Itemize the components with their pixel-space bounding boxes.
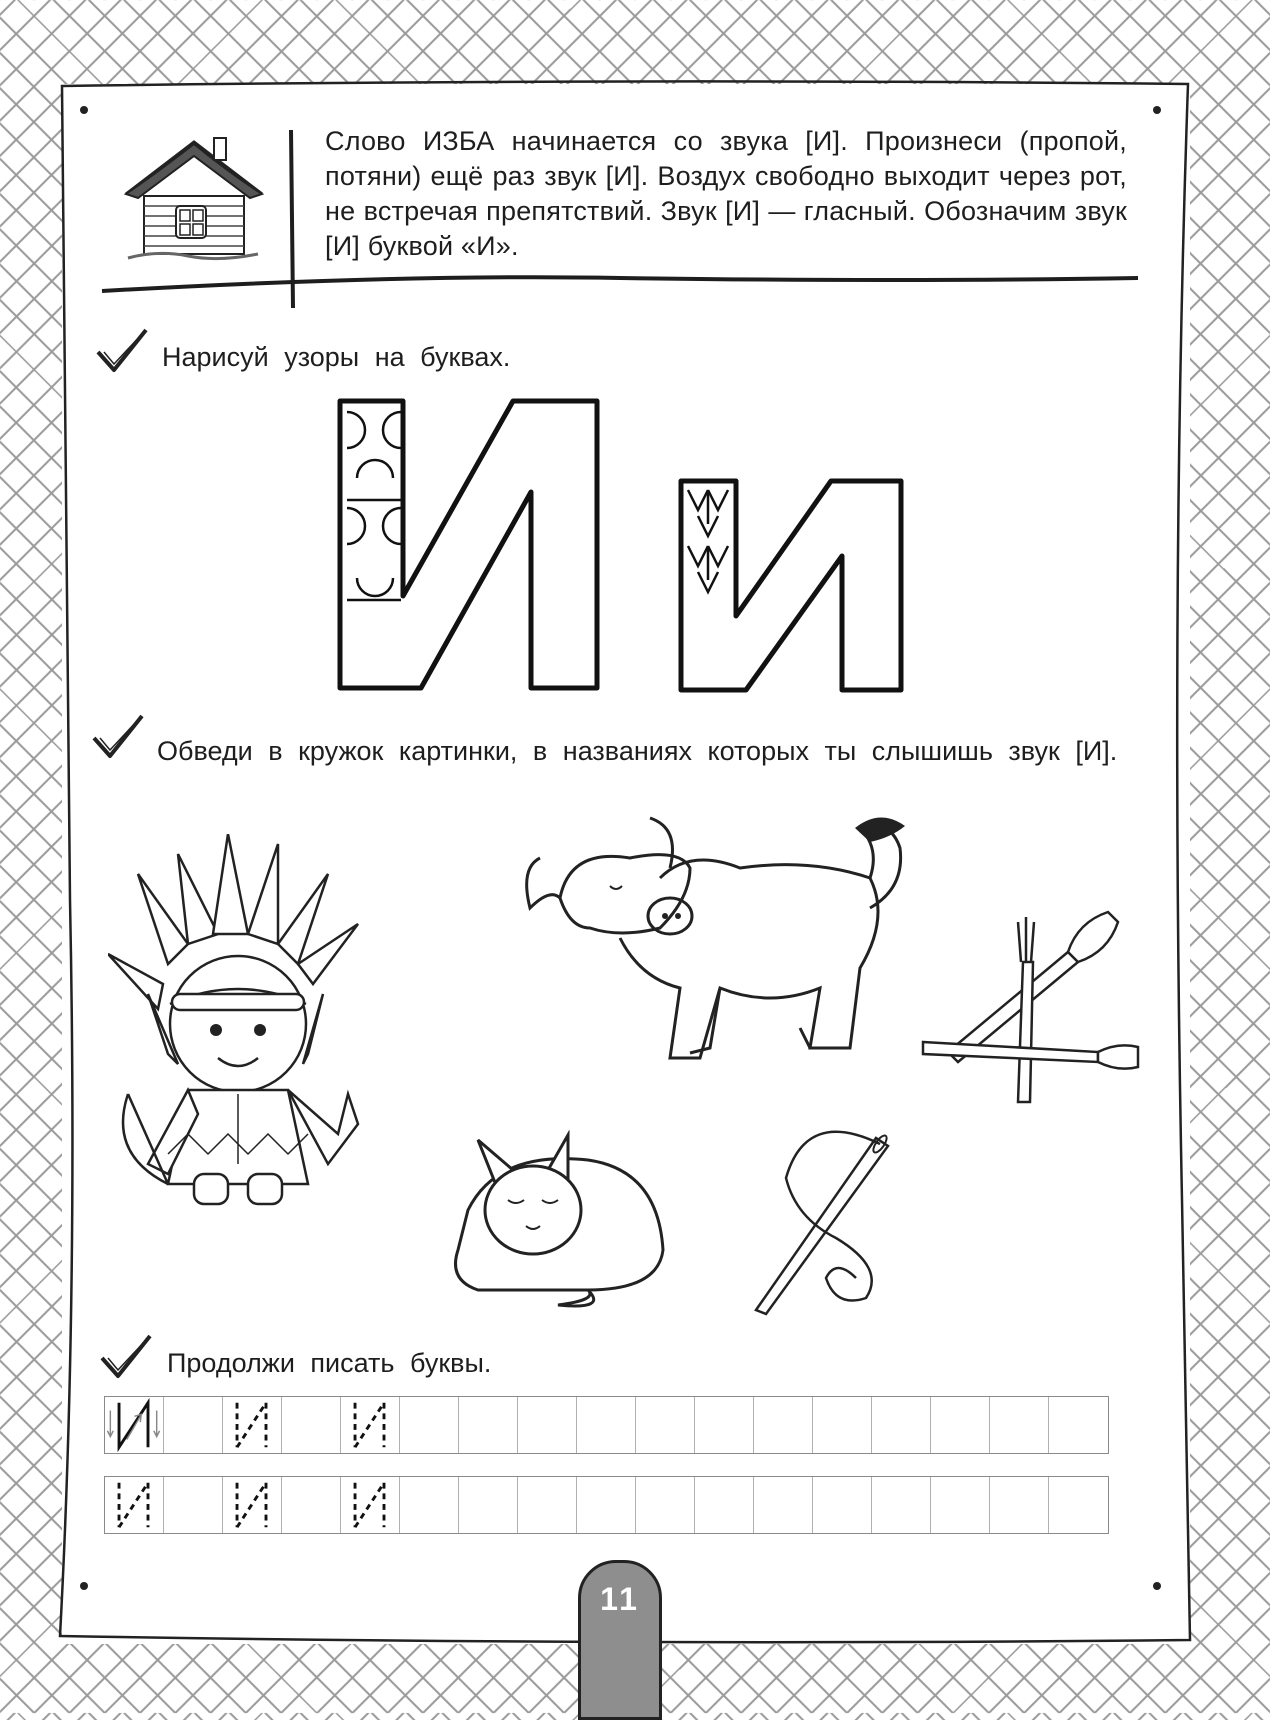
pin-bottom-right bbox=[1153, 1582, 1161, 1590]
writing-cell-empty[interactable] bbox=[282, 1397, 341, 1453]
writing-cell-empty[interactable] bbox=[872, 1477, 931, 1533]
checkmark-icon bbox=[100, 1334, 152, 1380]
letter-sample-with-arrows bbox=[105, 1397, 163, 1453]
writing-cell-empty[interactable] bbox=[518, 1477, 577, 1533]
writing-cell-empty[interactable] bbox=[282, 1477, 341, 1533]
writing-cell-empty[interactable] bbox=[931, 1477, 990, 1533]
task-circle-pictures: Обведи в кружок картинки, в названиях которых ты слышишь звук [И]. bbox=[157, 736, 1118, 766]
writing-cell-empty[interactable] bbox=[518, 1397, 577, 1453]
writing-cell-empty[interactable] bbox=[577, 1477, 636, 1533]
writing-cell-empty[interactable] bbox=[459, 1477, 518, 1533]
writing-cell-empty[interactable] bbox=[695, 1397, 754, 1453]
writing-cell-empty[interactable] bbox=[754, 1397, 813, 1453]
writing-cell-empty[interactable] bbox=[1049, 1477, 1108, 1533]
page-number: 11 bbox=[600, 1581, 640, 1617]
writing-cell-dotted-letter[interactable] bbox=[223, 1397, 282, 1453]
bull-picture[interactable] bbox=[510, 808, 930, 1098]
pin-top-right bbox=[1153, 106, 1161, 114]
writing-cell-empty[interactable] bbox=[813, 1477, 872, 1533]
checkmark-icon bbox=[96, 328, 148, 374]
writing-row-1 bbox=[104, 1396, 1109, 1454]
forks-picture[interactable] bbox=[918, 902, 1148, 1132]
writing-cell-dotted-letter[interactable] bbox=[341, 1397, 400, 1453]
writing-cell-empty[interactable] bbox=[164, 1397, 223, 1453]
writing-cell-empty[interactable] bbox=[636, 1477, 695, 1533]
cat-picture[interactable] bbox=[438, 1130, 668, 1310]
task-draw-patterns: Нарисуй узоры на буквах. bbox=[162, 342, 511, 372]
writing-cell-empty[interactable] bbox=[636, 1397, 695, 1453]
writing-cell-dotted-letter[interactable] bbox=[105, 1477, 164, 1533]
writing-cell-empty[interactable] bbox=[1049, 1397, 1108, 1453]
writing-cell-empty[interactable] bbox=[400, 1397, 459, 1453]
writing-cell-empty[interactable] bbox=[990, 1477, 1049, 1533]
letter-lower-i-outline[interactable] bbox=[676, 476, 908, 696]
writing-cell-empty[interactable] bbox=[164, 1477, 223, 1533]
writing-cell-dotted-letter[interactable] bbox=[341, 1477, 400, 1533]
pin-top-left bbox=[80, 106, 88, 114]
checkmark-icon bbox=[92, 714, 144, 760]
writing-cell-sample bbox=[105, 1397, 164, 1453]
letter-upper-i-outline[interactable] bbox=[335, 396, 605, 694]
writing-cell-empty[interactable] bbox=[459, 1397, 518, 1453]
writing-cell-empty[interactable] bbox=[695, 1477, 754, 1533]
indian-boy-picture[interactable] bbox=[108, 834, 388, 1216]
needle-thread-picture[interactable] bbox=[746, 1118, 926, 1318]
writing-row-2 bbox=[104, 1476, 1109, 1534]
intro-paragraph: Слово ИЗБА начинается со звука [И]. Произнеси (пропой, потяни) ещё раз звук [И]. Воздух свободно выходит через рот, не встречая препятствий. Звук [И] — гласный. Обозначим звук [И] буквой «И». bbox=[325, 126, 1127, 261]
writing-cell-empty[interactable] bbox=[990, 1397, 1049, 1453]
pin-bottom-left bbox=[80, 1582, 88, 1590]
task-continue-writing: Продолжи писать буквы. bbox=[167, 1348, 492, 1378]
writing-cell-empty[interactable] bbox=[872, 1397, 931, 1453]
writing-cell-empty[interactable] bbox=[400, 1477, 459, 1533]
writing-cell-dotted-letter[interactable] bbox=[223, 1477, 282, 1533]
writing-cell-empty[interactable] bbox=[813, 1397, 872, 1453]
writing-cell-empty[interactable] bbox=[754, 1477, 813, 1533]
writing-cell-empty[interactable] bbox=[931, 1397, 990, 1453]
writing-cell-empty[interactable] bbox=[577, 1397, 636, 1453]
